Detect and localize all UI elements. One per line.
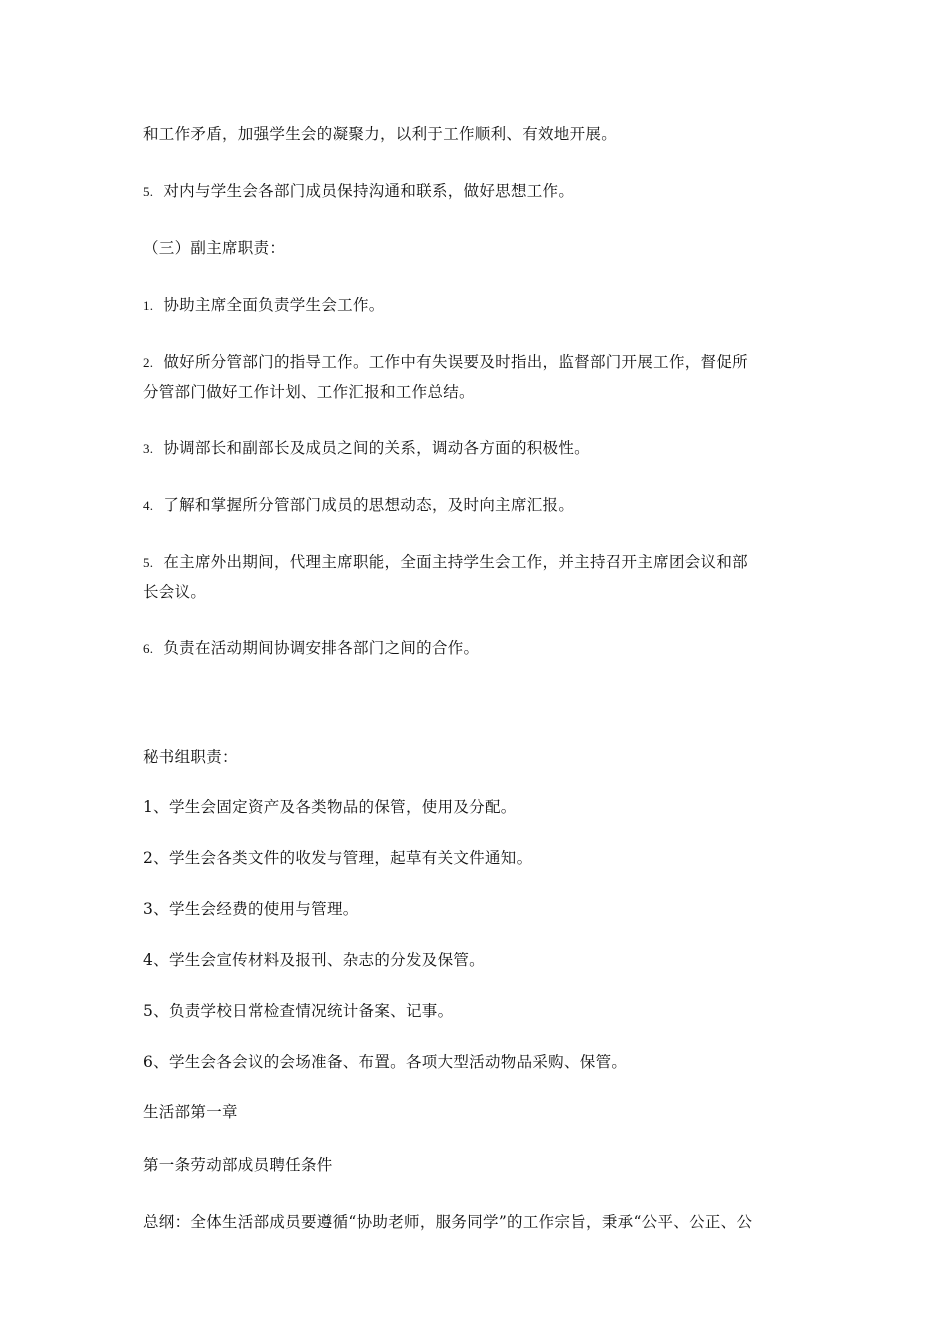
paragraph-continuation <box>143 124 813 144</box>
list-item <box>143 1001 813 1021</box>
item-text: 2、学生会各类文件的收发与管理，起草有关文件通知。 <box>143 849 533 867</box>
heading-text: 秘书组职责： <box>143 748 238 766</box>
article-heading <box>143 1155 813 1175</box>
item-number: 4. <box>143 498 154 513</box>
paragraph <box>143 1212 813 1232</box>
item-text: 协调部长和副部长及成员之间的关系，调动各方面的积极性。 <box>163 439 590 457</box>
item-text-continued: 分管部门做好工作计划、工作汇报和工作总结。 <box>143 383 475 401</box>
item-text: 1、学生会固定资产及各类物品的保管，使用及分配。 <box>143 798 517 816</box>
list-item <box>143 181 813 202</box>
item-text: 协助主席全面负责学生会工作。 <box>163 296 385 314</box>
paragraph-text: 总纲：全体生活部成员要遵循“协助老师，服务同学”的工作宗旨，秉承“公平、公正、公 <box>143 1213 753 1231</box>
item-number: 1. <box>143 298 154 313</box>
item-text: 5、负责学校日常检查情况统计备案、记事。 <box>143 1002 454 1020</box>
item-text-continued: 长会议。 <box>143 583 207 601</box>
item-number: 3. <box>143 441 154 456</box>
item-text: 负责在活动期间协调安排各部门之间的合作。 <box>163 639 480 657</box>
heading-text: （三）副主席职责： <box>143 239 286 257</box>
list-item <box>143 295 813 316</box>
paragraph-text: 和工作矛盾，加强学生会的凝聚力，以利于工作顺利、有效地开展。 <box>143 125 618 143</box>
item-text: 3、学生会经费的使用与管理。 <box>143 900 359 918</box>
list-item <box>143 438 813 459</box>
chapter-heading <box>143 1102 813 1122</box>
heading-text: 生活部第一章 <box>143 1103 238 1121</box>
item-text: 对内与学生会各部门成员保持沟通和联系，做好思想工作。 <box>163 182 575 200</box>
list-item <box>143 638 813 659</box>
item-text: 做好所分管部门的指导工作。工作中有失误要及时指出，监督部门开展工作，督促所 <box>163 353 748 371</box>
list-item <box>143 848 813 868</box>
item-text: 了解和掌握所分管部门成员的思想动态，及时向主席汇报。 <box>163 496 575 514</box>
item-number: 5. <box>143 184 154 199</box>
item-number: 6. <box>143 641 154 656</box>
item-number: 5. <box>143 555 154 570</box>
item-number: 2. <box>143 355 154 370</box>
list-item <box>143 797 813 817</box>
heading-text: 第一条劳动部成员聘任条件 <box>143 1156 333 1174</box>
item-text: 4、学生会宣传材料及报刊、杂志的分发及保管。 <box>143 951 485 969</box>
list-item <box>143 899 813 919</box>
item-text: 6、学生会各会议的会场准备、布置。各项大型活动物品采购、保管。 <box>143 1053 628 1071</box>
list-item <box>143 950 813 970</box>
list-item <box>143 495 813 516</box>
section-heading-secretariat <box>143 747 813 767</box>
list-item <box>143 1052 813 1072</box>
list-item <box>143 552 813 602</box>
list-item <box>143 352 813 402</box>
item-text: 在主席外出期间，代理主席职能，全面主持学生会工作，并主持召开主席团会议和部 <box>163 553 748 571</box>
section-heading-vice-chair <box>143 238 813 258</box>
